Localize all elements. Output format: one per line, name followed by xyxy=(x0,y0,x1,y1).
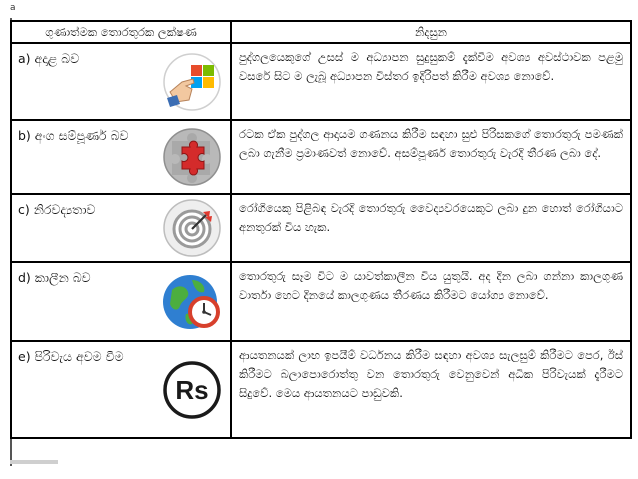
characteristic-cell xyxy=(11,341,231,438)
information-quality-table xyxy=(10,20,632,439)
characteristic-cell xyxy=(11,120,231,194)
bottom-gray-mark xyxy=(10,460,58,464)
table-row xyxy=(11,341,631,438)
example-text: රෝගියෙකු පිළිබඳ වැරදි තොරතුරු වෛද්‍යවරයෙකුට ලබා දුන හොත් රෝගියාට අනතුරක් විය හැක. xyxy=(239,201,623,234)
characteristic-label: e) පිරිවැය අවම වීම xyxy=(18,349,124,364)
header-example: නිදසුන xyxy=(231,21,631,43)
puzzle-piece-icon xyxy=(162,127,222,187)
example-text: රටක ඒක පුද්ගල ආදායම ගණනය කිරීම සඳහා සුළු පිරිසකගේ තොරතුරු පමණක් ලබා ගැනීම ප්‍රමාණවත් නොවේ. අසම්පූර්ණ තොරතුරු වැරදි තීරණ ලබා දේ. xyxy=(239,127,623,160)
table-row xyxy=(11,262,631,341)
table-row xyxy=(11,43,631,120)
characteristic-cell xyxy=(11,43,231,120)
example-cell xyxy=(231,120,631,194)
characteristic-label: a) අදාළ බව xyxy=(18,51,80,66)
target-dart-icon xyxy=(162,198,222,258)
page-corner-mark: a xyxy=(10,3,16,13)
example-cell xyxy=(231,194,631,262)
characteristic-label: c) නිරවද්‍යතාව xyxy=(18,202,96,217)
globe-clock-icon xyxy=(162,272,222,332)
example-text: ආයතනයක් ලාභ ඉපයීම් වර්ධනය කිරීම සඳහා අවශ්‍ය සැලසුම් කිරීමට පෙර, ඊස් කිරීමට බලාපොරොත්තු වන තොරතුරු වෙනුවෙන් අධික පිරිවැයක් දැරීමට සිදුවේ. මෙය ආයතනයට පාඩුවකි. xyxy=(239,348,623,400)
header-characteristic: ගුණාත්මක තොරතුරක ලක්ෂණ xyxy=(11,21,231,43)
characteristic-cell xyxy=(11,262,231,341)
example-text: තොරතුරු සෑම විට ම යාවත්කාලීන විය යුතුයි. අද දින ලබා ගන්නා කාලගුණ වාර්තා හෙට දිනයේ කාලගුණය තීරණය කිරීමට යෝග්‍ය නොවේ. xyxy=(239,269,623,302)
characteristic-label: d) කාලීන බව xyxy=(18,270,91,285)
example-text: පුද්ගලයෙකුගේ උසස් ම අධ්‍යාපන සුදුසුකම් දැක්වීම අවශ්‍ය අවස්ථාවක පළමු වසරේ සිට ම ලැබූ අධ්‍යාපන විස්තර ඉදිරිපත් කිරීම අවශ්‍ය නොවේ. xyxy=(239,50,623,83)
example-cell xyxy=(231,341,631,438)
characteristic-cell xyxy=(11,194,231,262)
characteristic-label: b) අංග සම්පූර්ණ බව xyxy=(18,128,129,143)
rupee-symbol-icon xyxy=(162,360,222,420)
example-cell xyxy=(231,262,631,341)
hand-pointing-windows-logo-icon xyxy=(162,52,222,112)
rupee-symbol-text: Rs xyxy=(175,374,209,405)
example-cell xyxy=(231,43,631,120)
table-header-row xyxy=(11,21,631,43)
table-row xyxy=(11,194,631,262)
table-row xyxy=(11,120,631,194)
